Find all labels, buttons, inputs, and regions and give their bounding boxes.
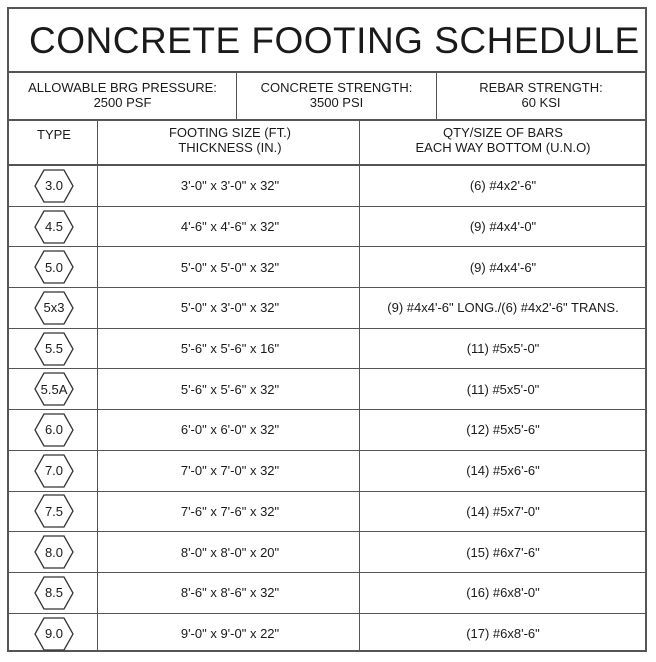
table-row — [9, 329, 645, 370]
table-row — [9, 451, 645, 492]
bars-cell: (17) #6x8'-6" — [466, 626, 540, 642]
footing-size-cell: 8'-0" x 8'-0" x 20" — [180, 544, 280, 560]
type-cell — [9, 369, 99, 409]
type-label: 5x3 — [43, 300, 65, 316]
type-cell — [9, 573, 99, 613]
table-row — [9, 492, 645, 533]
rebar-strength-spec — [437, 73, 645, 119]
table-row — [9, 369, 645, 410]
type-cell — [9, 532, 99, 572]
type-cell — [9, 207, 99, 247]
hexagon-tag-icon — [34, 535, 74, 569]
table-row — [9, 614, 645, 655]
table-row — [9, 166, 645, 207]
header-footing-size — [99, 121, 361, 164]
table-row — [9, 532, 645, 573]
bars-cell: (12) #5x5'-6" — [466, 422, 540, 438]
hexagon-tag-icon — [34, 454, 74, 488]
spec-value: 60 KSI — [521, 95, 561, 110]
hexagon-tag-icon — [34, 617, 74, 651]
footing-size-cell: 5'-6" x 5'-6" x 32" — [180, 381, 280, 397]
header-bars-line2: EACH WAY BOTTOM (U.N.O) — [415, 140, 591, 155]
hexagon-tag-icon — [34, 332, 74, 366]
footing-size-cell: 5'-0" x 5'-0" x 32" — [180, 259, 280, 275]
spec-label: REBAR STRENGTH: — [479, 80, 603, 95]
type-cell — [9, 410, 99, 450]
spec-label: CONCRETE STRENGTH: — [260, 80, 413, 95]
schedule-title: CONCRETE FOOTING SCHEDULE — [9, 9, 645, 73]
footing-size-cell: 7'-0" x 7'-0" x 32" — [180, 463, 280, 479]
spec-value: 3500 PSI — [309, 95, 364, 110]
header-size-line1: FOOTING SIZE (FT.) — [168, 125, 292, 140]
type-label: 4.5 — [44, 219, 64, 235]
footing-size-cell: 4'-6" x 4'-6" x 32" — [180, 219, 280, 235]
table-header — [9, 121, 645, 166]
type-cell — [9, 614, 99, 655]
type-label: 8.5 — [44, 585, 64, 601]
footing-size-cell: 9'-0" x 9'-0" x 22" — [180, 626, 280, 642]
table-row — [9, 410, 645, 451]
type-cell — [9, 247, 99, 287]
hexagon-tag-icon — [34, 210, 74, 244]
footing-size-cell: 5'-6" x 5'-6" x 16" — [180, 341, 280, 357]
table-row — [9, 573, 645, 614]
header-type: TYPE — [37, 127, 71, 142]
hexagon-tag-icon — [34, 372, 74, 406]
spec-label: ALLOWABLE BRG PRESSURE: — [28, 80, 217, 95]
bars-cell: (11) #5x5'-0" — [466, 381, 540, 397]
type-cell — [9, 492, 99, 532]
type-label: 7.0 — [44, 463, 64, 479]
bars-cell: (11) #5x5'-0" — [466, 341, 540, 357]
type-label: 3.0 — [44, 178, 64, 194]
header-bars-line1: QTY/SIZE OF BARS — [443, 125, 563, 140]
footing-size-cell: 5'-0" x 3'-0" x 32" — [180, 300, 280, 316]
bars-cell: (14) #5x7'-0" — [466, 503, 540, 519]
type-cell — [9, 329, 99, 369]
hexagon-tag-icon — [34, 250, 74, 284]
type-label: 5.0 — [44, 259, 64, 275]
type-label: 8.0 — [44, 544, 64, 560]
bars-cell: (9) #4x4'-6" LONG./(6) #4x2'-6" TRANS. — [387, 300, 619, 316]
bars-cell: (15) #6x7'-6" — [466, 544, 540, 560]
bars-cell: (9) #4x4'-0" — [469, 219, 537, 235]
footing-size-cell: 7'-6" x 7'-6" x 32" — [180, 503, 280, 519]
type-label: 5.5 — [44, 341, 64, 357]
bars-cell: (14) #5x6'-6" — [466, 463, 540, 479]
schedule-rows — [9, 166, 645, 654]
bars-cell: (16) #6x8'-0" — [466, 585, 540, 601]
hexagon-tag-icon — [34, 291, 74, 325]
design-criteria-row — [9, 73, 645, 121]
bars-cell: (9) #4x4'-6" — [469, 259, 537, 275]
bearing-pressure-spec — [9, 73, 237, 119]
footing-size-cell: 3'-0" x 3'-0" x 32" — [180, 178, 280, 194]
footing-size-cell: 6'-0" x 6'-0" x 32" — [180, 422, 280, 438]
table-row — [9, 247, 645, 288]
hexagon-tag-icon — [34, 494, 74, 528]
hexagon-tag-icon — [34, 576, 74, 610]
header-bars — [361, 121, 645, 164]
type-label: 5.5A — [40, 381, 68, 397]
type-cell — [9, 288, 99, 328]
type-label: 9.0 — [44, 626, 64, 642]
type-cell — [9, 166, 99, 206]
table-row — [9, 288, 645, 329]
type-label: 7.5 — [44, 503, 64, 519]
footing-schedule-sheet — [7, 7, 647, 652]
footing-size-cell: 8'-6" x 8'-6" x 32" — [180, 585, 280, 601]
type-cell — [9, 451, 99, 491]
hexagon-tag-icon — [34, 169, 74, 203]
bars-cell: (6) #4x2'-6" — [469, 178, 537, 194]
table-row — [9, 207, 645, 248]
type-label: 6.0 — [44, 422, 64, 438]
spec-value: 2500 PSF — [93, 95, 152, 110]
concrete-strength-spec — [237, 73, 437, 119]
header-size-line2: THICKNESS (IN.) — [178, 140, 282, 155]
hexagon-tag-icon — [34, 413, 74, 447]
